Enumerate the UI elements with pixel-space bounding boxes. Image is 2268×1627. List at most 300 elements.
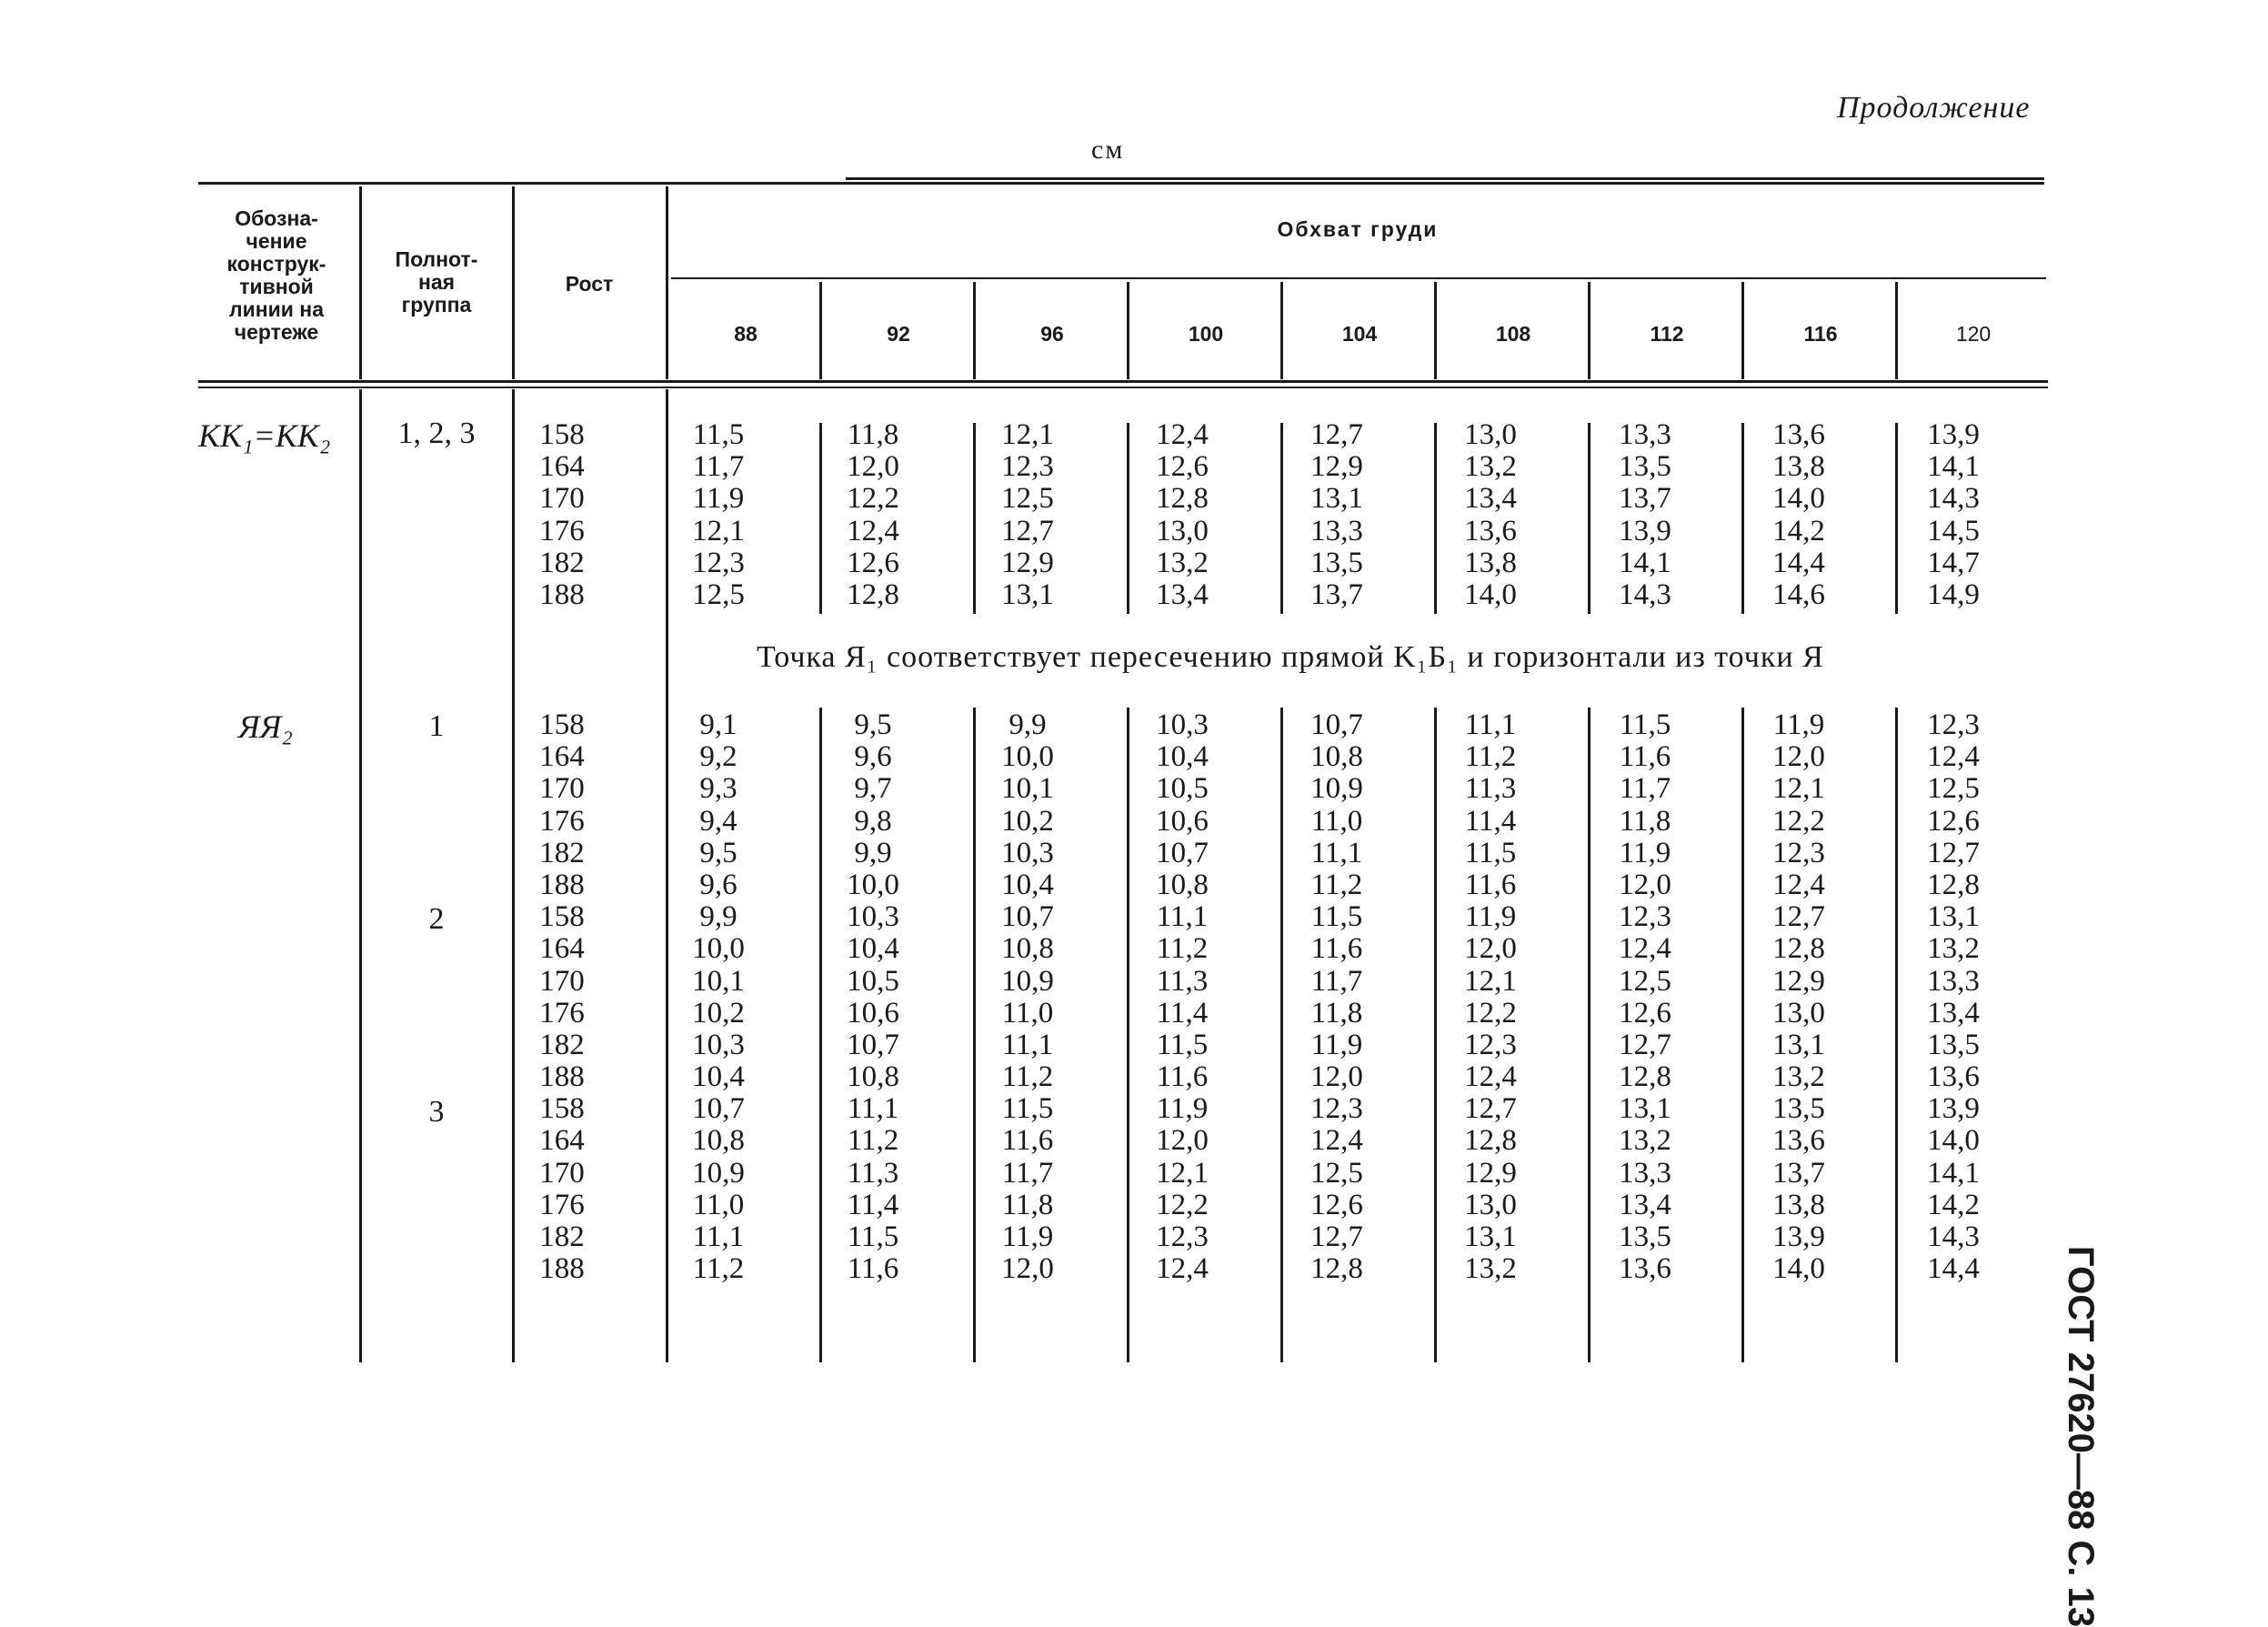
block1-designation: KK₁=KK₂: [198, 417, 331, 454]
value-cell: 14,2: [1772, 514, 1825, 547]
value-cell: 14,3: [1927, 1220, 1980, 1253]
value-cell: 12,0: [847, 450, 899, 484]
value-cell: 9,6: [854, 740, 892, 774]
value-cell: 13,2: [1619, 1124, 1671, 1158]
value-cell: 14,3: [1927, 482, 1980, 516]
block2-divider: [973, 708, 976, 1362]
top-rule: [198, 182, 2044, 185]
value-cell: 13,7: [1310, 577, 1363, 611]
value-cell: 13,9: [1927, 418, 1980, 451]
value-cell: 12,7: [1927, 836, 1980, 869]
value-cell: 13,6: [1619, 1252, 1671, 1286]
value-cell: 13,4: [1619, 1188, 1671, 1221]
value-cell: 14,0: [1464, 577, 1517, 611]
value-cell: 12,4: [1927, 740, 1980, 774]
value-cell: 9,2: [699, 740, 738, 774]
value-cell: 10,2: [1001, 804, 1054, 838]
height-value: 188: [539, 1252, 585, 1286]
value-cell: 10,3: [692, 1028, 745, 1061]
group-header: Полнот- ная группа: [395, 247, 478, 316]
value-cell: 11,6: [1310, 932, 1363, 966]
value-cell: 10,1: [1001, 772, 1054, 806]
value-cell: 11,0: [1310, 804, 1363, 838]
value-cell: 12,1: [1464, 964, 1517, 998]
value-cell: 13,9: [1619, 514, 1671, 547]
header-divider: [359, 186, 362, 379]
chest-header-rule: [671, 277, 2046, 279]
value-cell: 11,8: [1310, 996, 1363, 1029]
block2-col-116: [1755, 709, 1842, 1285]
value-cell: 13,4: [1927, 996, 1980, 1029]
header-divider: [1588, 282, 1591, 379]
value-cell: 12,5: [1310, 1156, 1363, 1190]
block2-divider: [1588, 708, 1591, 1362]
chest-size: 96: [1040, 322, 1064, 346]
value-cell: 10,8: [1156, 868, 1209, 901]
value-cell: 12,9: [1310, 450, 1363, 484]
value-cell: 12,7: [1310, 418, 1363, 451]
value-cell: 10,8: [1310, 740, 1363, 774]
block2-group-3: 3: [428, 1095, 445, 1129]
value-cell: 9,6: [699, 868, 738, 901]
chest-size: 116: [1803, 322, 1838, 346]
value-cell: 12,6: [1156, 450, 1209, 484]
value-cell: 12,6: [1619, 996, 1671, 1029]
block1-divider: [1280, 423, 1283, 614]
chest-size: 108: [1495, 322, 1531, 346]
height-value: 158: [539, 900, 585, 934]
value-cell: 12,7: [1464, 1092, 1517, 1126]
block1-col-116: [1755, 419, 1842, 611]
value-cell: 12,8: [1156, 482, 1209, 516]
value-cell: 14,9: [1927, 577, 1980, 611]
value-cell: 12,7: [1772, 900, 1825, 934]
header-divider: [666, 186, 668, 379]
block2-col-96: [984, 709, 1071, 1285]
block2-col-112: [1601, 709, 1689, 1285]
value-cell: 14,7: [1927, 546, 1980, 579]
block1-divider: [1588, 423, 1591, 614]
value-cell: 11,2: [1310, 868, 1363, 901]
value-cell: 13,4: [1156, 577, 1209, 611]
value-cell: 10,9: [1310, 772, 1363, 806]
value-cell: 12,3: [1464, 1028, 1517, 1061]
value-cell: 11,8: [847, 418, 899, 451]
block1-divider: [1127, 423, 1129, 614]
block1-col-92: [829, 419, 917, 611]
chest-size: 120: [1955, 322, 1992, 346]
value-cell: 13,2: [1772, 1060, 1825, 1094]
value-cell: 13,2: [1464, 1252, 1517, 1286]
value-cell: 11,8: [1619, 804, 1671, 838]
chest-size: 92: [887, 322, 910, 346]
value-cell: 13,1: [1927, 900, 1980, 934]
value-cell: 14,6: [1772, 577, 1825, 611]
value-cell: 11,9: [1619, 836, 1671, 869]
standard-reference: ГОСТ 27620—88 С. 13: [2061, 1246, 2101, 1627]
block1-divider: [1434, 423, 1437, 614]
body-divider: [512, 389, 515, 1362]
height-value: 170: [539, 1156, 585, 1190]
height-value: 170: [539, 482, 585, 516]
block1-divider: [973, 423, 976, 614]
value-cell: 13,1: [1464, 1220, 1517, 1253]
value-cell: 12,4: [1772, 868, 1825, 901]
value-cell: 9,9: [699, 900, 738, 934]
height-value: 176: [539, 996, 585, 1029]
block2-group-2: 2: [428, 902, 445, 936]
value-cell: 10,3: [1001, 836, 1054, 869]
height-value: 164: [539, 932, 585, 966]
value-cell: 13,0: [1156, 514, 1209, 547]
value-cell: 11,9: [1310, 1028, 1363, 1061]
height-value: 188: [539, 1060, 585, 1094]
block1-col-96: [984, 419, 1071, 611]
value-cell: 14,0: [1772, 482, 1825, 516]
value-cell: 9,4: [699, 804, 738, 838]
header-bottom-rule-2: [198, 387, 2048, 388]
value-cell: 11,2: [847, 1124, 899, 1158]
value-cell: 11,7: [1310, 964, 1363, 998]
unit-label: см: [1091, 135, 1125, 165]
value-cell: 11,9: [1156, 1092, 1209, 1126]
block2-col-108: [1447, 709, 1534, 1285]
header-divider: [1280, 282, 1283, 379]
value-cell: 14,0: [1772, 1252, 1825, 1286]
value-cell: 12,8: [1927, 868, 1980, 901]
height-value: 176: [539, 514, 585, 547]
value-cell: 14,2: [1927, 1188, 1980, 1221]
value-cell: 13,4: [1464, 482, 1517, 516]
value-cell: 10,8: [692, 1124, 745, 1158]
value-cell: 13,2: [1156, 546, 1209, 579]
value-cell: 10,0: [1001, 740, 1054, 774]
value-cell: 11,1: [847, 1092, 899, 1126]
value-cell: 11,3: [847, 1156, 899, 1190]
value-cell: 13,7: [1619, 482, 1671, 516]
value-cell: 14,1: [1927, 1156, 1980, 1190]
block2-col-88: [675, 709, 762, 1285]
value-cell: 11,1: [692, 1220, 745, 1253]
value-cell: 12,1: [692, 514, 745, 547]
value-cell: 12,3: [1001, 450, 1054, 484]
value-cell: 10,7: [1156, 836, 1209, 869]
value-cell: 10,0: [692, 932, 745, 966]
value-cell: 11,9: [1772, 708, 1825, 741]
value-cell: 12,2: [1464, 996, 1517, 1029]
header-divider: [1741, 282, 1744, 379]
header-divider: [1895, 282, 1898, 379]
value-cell: 10,6: [847, 996, 899, 1029]
value-cell: 12,4: [1156, 1252, 1209, 1286]
value-cell: 13,6: [1772, 1124, 1825, 1158]
value-cell: 13,7: [1772, 1156, 1825, 1190]
value-cell: 10,4: [692, 1060, 745, 1094]
value-cell: 10,3: [847, 900, 899, 934]
block2-divider: [1741, 708, 1744, 1362]
value-cell: 14,5: [1927, 514, 1980, 547]
block1-col-120: [1910, 419, 1997, 611]
value-cell: 14,4: [1772, 546, 1825, 579]
value-cell: 13,5: [1927, 1028, 1980, 1061]
value-cell: 9,9: [854, 836, 892, 869]
value-cell: 11,6: [1464, 868, 1517, 901]
value-cell: 11,5: [1310, 900, 1363, 934]
height-value: 176: [539, 1188, 585, 1221]
value-cell: 13,3: [1619, 1156, 1671, 1190]
value-cell: 11,1: [1001, 1028, 1054, 1061]
value-cell: 14,4: [1927, 1252, 1980, 1286]
value-cell: 12,8: [1310, 1252, 1363, 1286]
chest-header: Обхват груди: [1277, 217, 1439, 241]
header-bottom-rule-1: [198, 380, 2048, 383]
value-cell: 11,7: [1619, 772, 1671, 806]
value-cell: 12,3: [1619, 900, 1671, 934]
value-cell: 13,2: [1464, 450, 1517, 484]
block1-heights: [518, 419, 606, 611]
height-value: 158: [539, 418, 585, 451]
value-cell: 12,5: [1001, 482, 1054, 516]
value-cell: 12,2: [847, 482, 899, 516]
value-cell: 9,5: [854, 708, 892, 741]
value-cell: 12,3: [1927, 708, 1980, 741]
block2-divider: [1127, 708, 1129, 1362]
value-cell: 13,9: [1772, 1220, 1825, 1253]
value-cell: 12,0: [1001, 1252, 1054, 1286]
value-cell: 12,1: [1772, 772, 1825, 806]
value-cell: 12,0: [1156, 1124, 1209, 1158]
value-cell: 12,4: [1156, 418, 1209, 451]
value-cell: 11,5: [1001, 1092, 1054, 1126]
block1-group: 1, 2, 3: [397, 417, 476, 450]
value-cell: 11,4: [847, 1188, 899, 1221]
height-value: 164: [539, 450, 585, 484]
value-cell: 11,2: [1001, 1060, 1054, 1094]
value-cell: 13,1: [1772, 1028, 1825, 1061]
value-cell: 11,9: [1001, 1220, 1054, 1253]
top-rule-short: [846, 177, 2044, 180]
height-value: 164: [539, 1124, 585, 1158]
block1-divider: [1895, 423, 1898, 614]
value-cell: 13,0: [1464, 1188, 1517, 1221]
value-cell: 12,8: [847, 577, 899, 611]
block2-col-100: [1139, 709, 1226, 1285]
value-cell: 13,6: [1927, 1060, 1980, 1094]
value-cell: 12,3: [692, 546, 745, 579]
designation-header: Обозна- чение конструк- тивной линии на чертеже: [226, 206, 326, 344]
value-cell: 13,6: [1464, 514, 1517, 547]
block2-divider: [1895, 708, 1898, 1362]
value-cell: 11,1: [1464, 708, 1517, 741]
block2-group-1: 1: [428, 709, 445, 743]
block1-col-100: [1139, 419, 1226, 611]
value-cell: 11,5: [692, 418, 745, 451]
value-cell: 9,8: [854, 804, 892, 838]
height-value: 182: [539, 1028, 585, 1061]
value-cell: 11,6: [1619, 740, 1671, 774]
block2-divider: [1434, 708, 1437, 1362]
value-cell: 10,2: [692, 996, 745, 1029]
intersection-note: Точка Я₁ соответствует пересечению прямой K₁Б₁ и горизонтали из точки Я: [757, 640, 1824, 674]
value-cell: 13,5: [1310, 546, 1363, 579]
value-cell: 12,3: [1310, 1092, 1363, 1126]
block2-divider: [1280, 708, 1283, 1362]
block1-col-108: [1447, 419, 1534, 611]
value-cell: 10,0: [847, 868, 899, 901]
value-cell: 9,1: [699, 708, 738, 741]
value-cell: 14,1: [1927, 450, 1980, 484]
value-cell: 11,5: [1619, 708, 1671, 741]
height-value: 176: [539, 804, 585, 838]
value-cell: 10,8: [1001, 932, 1054, 966]
value-cell: 11,6: [1001, 1124, 1054, 1158]
value-cell: 12,2: [1156, 1188, 1209, 1221]
height-value: 182: [539, 836, 585, 869]
value-cell: 11,5: [1156, 1028, 1209, 1061]
value-cell: 10,4: [847, 932, 899, 966]
value-cell: 10,4: [1156, 740, 1209, 774]
value-cell: 12,6: [1310, 1188, 1363, 1221]
value-cell: 12,4: [1619, 932, 1671, 966]
value-cell: 12,6: [1927, 804, 1980, 838]
value-cell: 9,9: [1009, 708, 1047, 741]
value-cell: 13,3: [1619, 418, 1671, 451]
header-divider: [819, 282, 822, 379]
header-divider: [973, 282, 976, 379]
value-cell: 10,7: [692, 1092, 745, 1126]
height-value: 158: [539, 708, 585, 741]
value-cell: 11,2: [692, 1252, 745, 1286]
value-cell: 12,7: [1310, 1220, 1363, 1253]
block1-divider: [1741, 423, 1744, 614]
value-cell: 10,1: [692, 964, 745, 998]
block2-col-92: [829, 709, 917, 1285]
value-cell: 12,1: [1001, 418, 1054, 451]
value-cell: 12,1: [1156, 1156, 1209, 1190]
value-cell: 13,3: [1927, 964, 1980, 998]
value-cell: 11,3: [1464, 772, 1517, 806]
value-cell: 10,9: [692, 1156, 745, 1190]
value-cell: 14,0: [1927, 1124, 1980, 1158]
value-cell: 11,1: [1156, 900, 1209, 934]
value-cell: 12,5: [692, 577, 745, 611]
value-cell: 13,5: [1619, 450, 1671, 484]
continuation-label: Продолжение: [1837, 91, 2031, 125]
value-cell: 11,5: [847, 1220, 899, 1253]
value-cell: 12,8: [1464, 1124, 1517, 1158]
value-cell: 9,3: [699, 772, 738, 806]
block2-designation: ЯЯ₂: [238, 708, 293, 745]
value-cell: 11,2: [1464, 740, 1517, 774]
block2-col-104: [1293, 709, 1380, 1285]
value-cell: 11,4: [1156, 996, 1209, 1029]
height-value: 182: [539, 1220, 585, 1253]
value-cell: 12,9: [1772, 964, 1825, 998]
value-cell: 13,1: [1310, 482, 1363, 516]
value-cell: 12,2: [1772, 804, 1825, 838]
value-cell: 10,7: [1310, 708, 1363, 741]
value-cell: 11,4: [1464, 804, 1517, 838]
block1-divider: [819, 423, 822, 614]
block2-heights: [518, 709, 606, 1285]
value-cell: 13,3: [1310, 514, 1363, 547]
value-cell: 10,7: [1001, 900, 1054, 934]
value-cell: 13,5: [1619, 1220, 1671, 1253]
value-cell: 10,5: [847, 964, 899, 998]
block1-col-88: [675, 419, 762, 611]
value-cell: 13,0: [1772, 996, 1825, 1029]
block1-col-104: [1293, 419, 1380, 611]
value-cell: 14,1: [1619, 546, 1671, 579]
value-cell: 12,5: [1927, 772, 1980, 806]
value-cell: 12,0: [1310, 1060, 1363, 1094]
value-cell: 13,8: [1772, 450, 1825, 484]
value-cell: 11,6: [1156, 1060, 1209, 1094]
value-cell: 11,7: [692, 450, 745, 484]
value-cell: 12,8: [1772, 932, 1825, 966]
height-value: 158: [539, 1092, 585, 1126]
value-cell: 12,0: [1772, 740, 1825, 774]
value-cell: 12,4: [1310, 1124, 1363, 1158]
value-cell: 9,7: [854, 772, 892, 806]
value-cell: 10,8: [847, 1060, 899, 1094]
header-divider: [512, 186, 515, 379]
value-cell: 12,0: [1619, 868, 1671, 901]
value-cell: 10,7: [847, 1028, 899, 1061]
value-cell: 11,5: [1464, 836, 1517, 869]
height-header: Рост: [565, 272, 614, 296]
value-cell: 13,1: [1619, 1092, 1671, 1126]
chest-size: 104: [1341, 322, 1378, 346]
value-cell: 11,9: [1464, 900, 1517, 934]
block1-col-112: [1601, 419, 1689, 611]
header-divider: [1434, 282, 1437, 379]
height-value: 164: [539, 740, 585, 774]
body-divider: [359, 389, 362, 1362]
block2-col-120: [1910, 709, 1997, 1285]
value-cell: 10,6: [1156, 804, 1209, 838]
body-divider: [666, 389, 668, 1362]
height-value: 188: [539, 577, 585, 611]
value-cell: 12,3: [1772, 836, 1825, 869]
value-cell: 11,2: [1156, 932, 1209, 966]
value-cell: 11,0: [692, 1188, 745, 1221]
value-cell: 11,8: [1001, 1188, 1054, 1221]
value-cell: 12,3: [1156, 1220, 1209, 1253]
header-divider: [1127, 282, 1129, 379]
chest-size: 100: [1188, 322, 1224, 346]
value-cell: 12,6: [847, 546, 899, 579]
value-cell: 11,1: [1310, 836, 1363, 869]
value-cell: 12,0: [1464, 932, 1517, 966]
value-cell: 12,5: [1619, 964, 1671, 998]
value-cell: 12,4: [1464, 1060, 1517, 1094]
height-value: 170: [539, 964, 585, 998]
chest-size: 88: [734, 322, 758, 346]
value-cell: 11,6: [847, 1252, 899, 1286]
value-cell: 11,0: [1001, 996, 1054, 1029]
value-cell: 12,7: [1001, 514, 1054, 547]
value-cell: 13,9: [1927, 1092, 1980, 1126]
height-value: 170: [539, 772, 585, 806]
block2-divider: [819, 708, 822, 1362]
value-cell: 10,4: [1001, 868, 1054, 901]
chest-size: 112: [1650, 322, 1684, 346]
value-cell: 10,3: [1156, 708, 1209, 741]
value-cell: 12,8: [1619, 1060, 1671, 1094]
value-cell: 13,1: [1001, 577, 1054, 611]
value-cell: 12,7: [1619, 1028, 1671, 1061]
